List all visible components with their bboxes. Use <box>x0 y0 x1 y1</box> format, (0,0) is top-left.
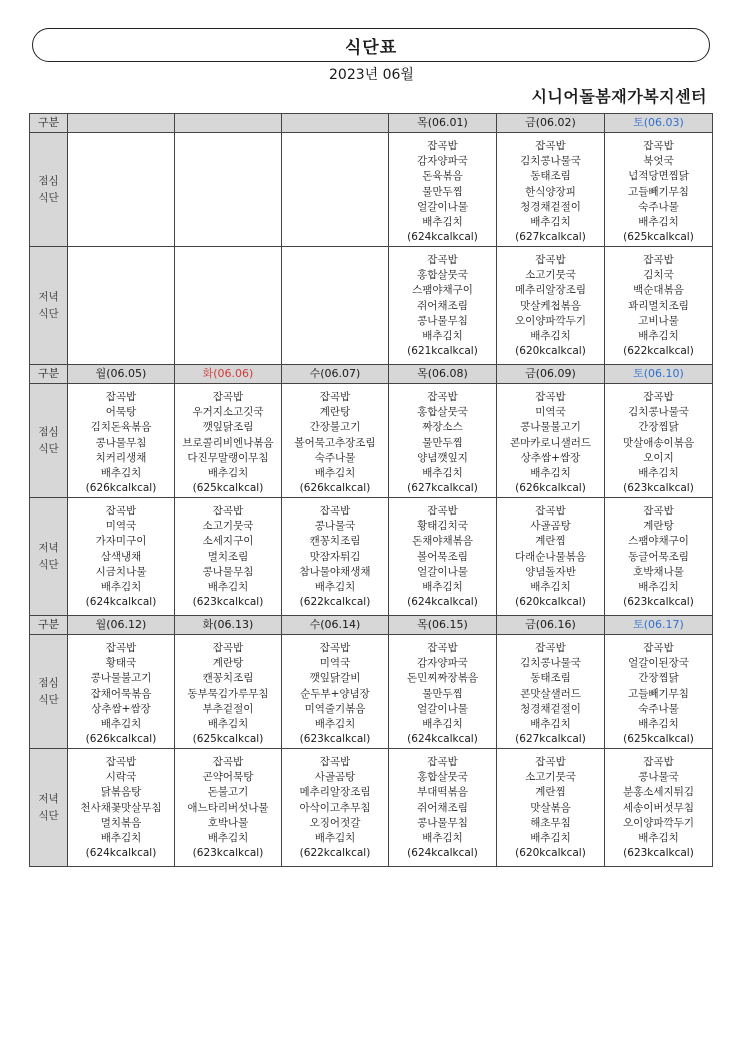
lunch-menu-cell <box>282 133 389 247</box>
menu-item: 잡곡밥 <box>319 505 351 517</box>
dinner-menu-cell <box>497 247 605 365</box>
menu-item: 맛살케첩볶음 <box>520 299 581 312</box>
date-cell: 수(06.14) <box>282 616 389 635</box>
menu-item: (624kcalkcal) <box>407 596 478 609</box>
menu-item: 콩나물불고기 <box>520 421 581 434</box>
menu-item: (626kcalkcal) <box>85 482 157 495</box>
menu-item: 스팸야채구이 <box>412 284 473 297</box>
menu-item: 잡곡밥 <box>643 140 674 152</box>
date-cell <box>175 114 282 133</box>
menu-item: (627kcalkcal) <box>407 482 478 495</box>
menu-item: 다래순나물볶음 <box>514 550 586 563</box>
menu-item: 잡곡밥 <box>427 642 458 654</box>
lunch-row <box>30 635 713 749</box>
menu-item: (622kcalkcal) <box>299 596 371 609</box>
dinner-menu-cell <box>497 749 605 867</box>
center-name: 시니어돌봄재가복지센터 <box>531 87 707 106</box>
menu-item: 어묵탕 <box>105 406 137 419</box>
menu-item: 부대떡볶음 <box>417 786 468 799</box>
menu-item: 잡곡밥 <box>427 254 458 266</box>
menu-item: 콩나물불고기 <box>90 672 152 685</box>
menu-item: 콩나물국 <box>638 771 679 784</box>
menu-item: 잡곡밥 <box>212 642 244 654</box>
menu-item: (623kcalkcal) <box>299 733 371 746</box>
menu-item: 배추김치 <box>207 581 249 594</box>
menu-item: 양념돌자반 <box>525 565 576 578</box>
menu-item: 시금치나물 <box>95 565 147 578</box>
menu-item: 물만두찜 <box>422 436 463 449</box>
lunch-menu-cell <box>497 384 605 498</box>
menu-item: 닭볶음탕 <box>100 786 142 799</box>
menu-item: 황태김치국 <box>417 520 468 533</box>
menu-item: 쥐어채조림 <box>417 299 468 312</box>
menu-item: 배추김치 <box>207 832 249 845</box>
menu-item: 배추김치 <box>530 467 571 480</box>
menu-item: 청경채겉절이 <box>520 702 581 715</box>
header-row <box>30 616 713 635</box>
date-cell: 토(06.03) <box>605 114 713 133</box>
menu-item: 쥐어채조림 <box>417 801 468 814</box>
menu-item: 호박채나물 <box>633 565 684 578</box>
menu-item: (623kcalkcal) <box>623 847 694 860</box>
menu-item: 잡곡밥 <box>535 642 566 654</box>
menu-item: 계란찜 <box>535 786 566 799</box>
menu-item: 양념깻잎지 <box>417 451 468 464</box>
header-label: 구분 <box>30 114 68 133</box>
menu-item: (623kcalkcal) <box>192 596 264 609</box>
menu-item: 배추김치 <box>530 832 571 845</box>
menu-item: 오징어젓갈 <box>309 816 361 829</box>
menu-item: 고비나물 <box>638 314 679 327</box>
menu-item: 얼갈이나물 <box>417 200 468 213</box>
menu-item: 배추김치 <box>314 581 356 594</box>
menu-item: 호박나물 <box>207 816 249 829</box>
menu-item: 미역국 <box>319 657 351 670</box>
dinner-menu-cell <box>389 498 497 616</box>
label-line: 식단 <box>38 558 59 571</box>
menu-item: 배추김치 <box>422 216 463 229</box>
dinner-row <box>30 247 713 365</box>
lunch-row <box>30 133 713 247</box>
menu-item: 잡곡밥 <box>212 756 244 768</box>
dinner-menu-cell <box>389 247 497 365</box>
menu-item: 오이양파깍두기 <box>622 816 694 829</box>
menu-item: (626kcalkcal) <box>299 482 371 495</box>
menu-item: 동부묵김가루무침 <box>187 687 269 700</box>
menu-item: 상추쌈+쌈장 <box>91 702 151 715</box>
menu-item: 잡곡밥 <box>427 391 458 403</box>
menu-item: 숙주나물 <box>314 451 356 464</box>
dinner-menu-cell <box>497 498 605 616</box>
menu-item: 김치콩나물국 <box>520 155 581 168</box>
menu-item: 깻잎닭갈비 <box>309 672 361 685</box>
label-line: 점심 <box>38 174 59 187</box>
menu-item: 콘마카로니샐러드 <box>509 436 592 449</box>
menu-item: (620kcalkcal) <box>515 847 586 860</box>
lunch-menu-cell <box>605 384 713 498</box>
menu-item: 김치콩나물국 <box>520 657 581 670</box>
menu-item: 잡곡밥 <box>643 642 674 654</box>
menu-item: 배추김치 <box>638 330 679 343</box>
menu-item: 잡곡밥 <box>535 505 566 517</box>
date-cell: 금(06.02) <box>497 114 605 133</box>
date-cell: 화(06.13) <box>175 616 282 635</box>
menu-item: 잡곡밥 <box>319 391 351 403</box>
dinner-menu-cell <box>605 247 713 365</box>
menu-item: 콩나물무침 <box>202 565 254 578</box>
menu-item: (621kcalkcal) <box>407 345 478 358</box>
menu-item: 소세지구이 <box>202 535 254 548</box>
menu-item: 콩나물국 <box>314 520 356 533</box>
menu-item: 스팸야채구이 <box>628 535 689 548</box>
menu-item: 감자양파국 <box>417 155 468 168</box>
menu-item: 김치국 <box>643 269 674 282</box>
dinner-menu-cell <box>175 749 282 867</box>
menu-item: 곤약어묵탕 <box>202 771 254 784</box>
menu-item: 숙주나물 <box>638 200 679 213</box>
date-cell <box>68 114 175 133</box>
lunch-row <box>30 384 713 498</box>
menu-item: 감자양파국 <box>417 657 468 670</box>
menu-item: 배추김치 <box>422 832 463 845</box>
menu-item: 돈채야채볶음 <box>412 535 473 548</box>
menu-item: 배추김치 <box>207 718 249 731</box>
lunch-menu-cell <box>68 635 175 749</box>
menu-item: (622kcalkcal) <box>623 345 694 358</box>
menu-item: 소고기뭇국 <box>525 269 576 282</box>
menu-item: 짜장소스 <box>422 421 463 434</box>
menu-item: 잡곡밥 <box>427 140 458 152</box>
menu-item: 홍합살뭇국 <box>417 406 468 419</box>
menu-item: 간장찜닭 <box>638 672 679 685</box>
lunch-label <box>30 384 68 498</box>
menu-item: 배추김치 <box>530 718 571 731</box>
menu-item: 우거지소고깃국 <box>192 406 264 419</box>
menu-item: (625kcalkcal) <box>192 733 264 746</box>
month-label: 2023년 06월 <box>329 67 414 83</box>
lunch-menu-cell <box>282 384 389 498</box>
menu-item: 간장불고기 <box>309 421 361 434</box>
lunch-menu-cell <box>605 133 713 247</box>
menu-item: 돈육볶음 <box>422 170 463 183</box>
menu-item: 미역국 <box>105 520 137 533</box>
menu-item: 삼색냉채 <box>100 550 142 563</box>
menu-item: 고들빼기무침 <box>628 185 689 198</box>
menu-item: 메추리알장조림 <box>299 786 371 799</box>
dinner-row <box>30 498 713 616</box>
lunch-menu-cell <box>68 384 175 498</box>
menu-item: 돈민찌짜장볶음 <box>406 672 478 685</box>
header-label: 구분 <box>30 616 68 635</box>
menu-item: 잡곡밥 <box>319 756 351 768</box>
menu-item: (626kcalkcal) <box>515 482 586 495</box>
label-line: 저녁 <box>38 541 59 554</box>
menu-item: 캔꽁치조림 <box>202 672 254 685</box>
menu-item: (624kcalkcal) <box>407 231 478 244</box>
menu-item: 잡곡밥 <box>535 391 566 403</box>
menu-item: 미역줄기볶음 <box>304 702 366 715</box>
menu-item: 배추김치 <box>100 467 142 480</box>
date-cell: 토(06.10) <box>605 365 713 384</box>
menu-item: 가자미구이 <box>95 535 147 548</box>
date-cell <box>282 114 389 133</box>
menu-item: 물만두찜 <box>422 185 463 198</box>
lunch-menu-cell <box>389 635 497 749</box>
menu-item: 잡곡밥 <box>643 505 674 517</box>
menu-item: 해초무침 <box>530 816 571 829</box>
menu-item: 배추김치 <box>207 467 249 480</box>
label-line: 식단 <box>38 442 59 455</box>
date-cell: 목(06.15) <box>389 616 497 635</box>
menu-item: 치커리생채 <box>95 451 147 464</box>
lunch-menu-cell <box>282 635 389 749</box>
menu-item: 잡곡밥 <box>427 756 458 768</box>
menu-item: 동태조림 <box>530 672 571 685</box>
menu-item: 간장찜닭 <box>638 421 679 434</box>
lunch-menu-cell <box>175 635 282 749</box>
menu-item: (623kcalkcal) <box>192 847 264 860</box>
menu-item: 백순대볶음 <box>633 284 684 297</box>
date-cell: 목(06.08) <box>389 365 497 384</box>
dinner-label <box>30 498 68 616</box>
dinner-menu-cell <box>68 247 175 365</box>
menu-item: 얼갈이나물 <box>417 565 468 578</box>
header-row <box>30 114 713 133</box>
menu-item: 사골곰탕 <box>314 771 356 784</box>
dinner-menu-cell <box>282 749 389 867</box>
menu-item: 볼어묵조림 <box>417 550 468 563</box>
menu-item: 넙적당면찜닭 <box>628 170 689 183</box>
menu-item: 배추김치 <box>638 467 679 480</box>
label-line: 점심 <box>38 425 59 438</box>
menu-item: 돈불고기 <box>207 786 249 799</box>
menu-item: 배추김치 <box>422 330 463 343</box>
menu-item: 배추김치 <box>100 832 142 845</box>
lunch-menu-cell <box>605 635 713 749</box>
menu-item: 멸치볶음 <box>100 816 142 829</box>
lunch-menu-cell <box>497 133 605 247</box>
menu-item: 잡곡밥 <box>212 505 244 517</box>
menu-item: 콩나물무침 <box>417 314 468 327</box>
menu-item: 콩나물무침 <box>417 816 468 829</box>
dinner-menu-cell <box>175 247 282 365</box>
menu-item: 얼갈이된장국 <box>628 657 689 670</box>
menu-item: 분홍소세지튀김 <box>622 786 694 799</box>
lunch-label <box>30 133 68 247</box>
menu-item: 홍합살뭇국 <box>417 771 468 784</box>
menu-item: (620kcalkcal) <box>515 596 586 609</box>
menu-item: 배추김치 <box>422 718 463 731</box>
menu-item: 오이양파깍두기 <box>514 314 586 327</box>
menu-item: 배추김치 <box>530 216 571 229</box>
menu-item: 볼어묵고추장조림 <box>294 436 376 449</box>
menu-item: 잡곡밥 <box>535 756 566 768</box>
menu-item: 시락국 <box>105 771 137 784</box>
label-line: 식단 <box>38 307 59 320</box>
date-cell: 월(06.12) <box>68 616 175 635</box>
menu-item: 맛잠자튀김 <box>309 550 361 563</box>
page-title: 식단표 <box>32 28 710 62</box>
dinner-menu-cell <box>605 498 713 616</box>
date-cell: 토(06.17) <box>605 616 713 635</box>
label-line: 식단 <box>38 693 59 706</box>
menu-item: 북엇국 <box>643 155 674 168</box>
menu-item: 잡곡밥 <box>105 756 137 768</box>
menu-item: 부추겉절이 <box>202 702 254 715</box>
menu-item: 맛살애송이볶음 <box>622 436 694 449</box>
menu-item: 잡곡밥 <box>535 254 566 266</box>
header-label: 구분 <box>30 365 68 384</box>
dinner-menu-cell <box>282 247 389 365</box>
menu-item: 물만두찜 <box>422 687 463 700</box>
menu-item: (625kcalkcal) <box>192 482 264 495</box>
menu-item: 멸치조림 <box>207 550 249 563</box>
lunch-menu-cell <box>389 133 497 247</box>
menu-item: 꽈리멸치조림 <box>628 299 689 312</box>
menu-item: (625kcalkcal) <box>623 231 694 244</box>
menu-item: 잡곡밥 <box>105 391 137 403</box>
menu-item: (620kcalkcal) <box>515 345 586 358</box>
menu-item: (624kcalkcal) <box>407 847 478 860</box>
menu-item: 배추김치 <box>422 467 463 480</box>
menu-item: (622kcalkcal) <box>299 847 371 860</box>
menu-item: (624kcalkcal) <box>407 733 478 746</box>
menu-item: (625kcalkcal) <box>623 733 694 746</box>
menu-item: (623kcalkcal) <box>623 482 694 495</box>
menu-item: 얼갈이나물 <box>417 702 468 715</box>
menu-item: 참나물야채생채 <box>299 565 371 578</box>
lunch-menu-cell <box>497 635 605 749</box>
date-cell: 화(06.06) <box>175 365 282 384</box>
menu-item: 콘맛살샐러드 <box>520 687 581 700</box>
menu-item: 잡곡밥 <box>319 642 351 654</box>
menu-item: 콩나물무침 <box>95 436 147 449</box>
menu-item: 잡채어묵볶음 <box>90 687 152 700</box>
label-line: 식단 <box>38 809 59 822</box>
date-cell: 금(06.16) <box>497 616 605 635</box>
menu-item: 천사채꽃맛살무침 <box>80 801 162 814</box>
menu-item: 계란찜 <box>535 535 566 548</box>
menu-item: 상추쌈+쌈장 <box>520 451 581 464</box>
menu-item: 숙주나물 <box>638 702 679 715</box>
dinner-menu-cell <box>282 498 389 616</box>
menu-item: 아삭이고추무침 <box>299 801 371 814</box>
menu-item: 사골곰탕 <box>530 520 571 533</box>
label-line: 저녁 <box>38 290 59 303</box>
menu-item: 잡곡밥 <box>643 756 674 768</box>
dinner-menu-cell <box>68 498 175 616</box>
menu-item: 깻잎닭조림 <box>202 421 254 434</box>
lunch-menu-cell <box>175 384 282 498</box>
menu-item: 고들빼기무침 <box>628 687 689 700</box>
menu-item: 한식양장피 <box>525 185 576 198</box>
dinner-menu-cell <box>389 749 497 867</box>
menu-item: 배추김치 <box>638 718 679 731</box>
menu-item: 잡곡밥 <box>535 140 566 152</box>
menu-item: 동태조림 <box>530 170 571 183</box>
menu-item: 잡곡밥 <box>212 391 244 403</box>
menu-item: (627kcalkcal) <box>515 733 586 746</box>
menu-item: 배추김치 <box>638 216 679 229</box>
dinner-label <box>30 247 68 365</box>
menu-item: 계란탕 <box>319 406 351 419</box>
menu-item: 배추김치 <box>638 581 679 594</box>
menu-item: 배추김치 <box>100 718 142 731</box>
menu-item: 배추김치 <box>638 832 679 845</box>
menu-item: 배추김치 <box>314 467 356 480</box>
menu-item: 맛살볶음 <box>530 801 571 814</box>
dinner-menu-cell <box>68 749 175 867</box>
label-line: 점심 <box>38 676 59 689</box>
date-cell: 금(06.09) <box>497 365 605 384</box>
menu-item: 배추김치 <box>422 581 463 594</box>
menu-item: (627kcalkcal) <box>515 231 586 244</box>
menu-item: 오이지 <box>643 451 674 464</box>
lunch-menu-cell <box>68 133 175 247</box>
menu-item: (624kcalkcal) <box>85 847 157 860</box>
menu-item: (623kcalkcal) <box>623 596 694 609</box>
date-cell: 목(06.01) <box>389 114 497 133</box>
menu-item: 계란탕 <box>212 657 244 670</box>
dinner-row <box>30 749 713 867</box>
menu-item: 소고기뭇국 <box>202 520 254 533</box>
meal-table <box>29 113 713 867</box>
menu-item: 잡곡밥 <box>427 505 458 517</box>
lunch-label <box>30 635 68 749</box>
menu-item: 청경채겉절이 <box>520 200 581 213</box>
menu-item: 배추김치 <box>314 832 356 845</box>
menu-item: 메추리알장조림 <box>514 284 586 297</box>
menu-item: 잡곡밥 <box>105 642 137 654</box>
menu-item: 잡곡밥 <box>643 391 674 403</box>
menu-item: 배추김치 <box>314 718 356 731</box>
menu-item: 미역국 <box>535 406 566 419</box>
menu-item: 동글어묵조림 <box>628 550 689 563</box>
lunch-menu-cell <box>389 384 497 498</box>
dinner-menu-cell <box>605 749 713 867</box>
menu-item: 잡곡밥 <box>643 254 674 266</box>
menu-item: 배추김치 <box>100 581 142 594</box>
dinner-label <box>30 749 68 867</box>
menu-item: 배추김치 <box>530 330 571 343</box>
menu-item: 잡곡밥 <box>105 505 137 517</box>
menu-item: 세송이버섯무침 <box>622 801 694 814</box>
menu-item: 배추김치 <box>530 581 571 594</box>
dinner-menu-cell <box>175 498 282 616</box>
menu-item: 다진무말랭이무침 <box>187 451 269 464</box>
menu-item: 캔꽁치조림 <box>309 535 361 548</box>
lunch-menu-cell <box>175 133 282 247</box>
label-line: 식단 <box>38 191 59 204</box>
menu-item: 애느타리버섯나물 <box>187 801 269 814</box>
date-cell: 수(06.07) <box>282 365 389 384</box>
menu-item: 계란탕 <box>643 520 674 533</box>
menu-item: 김치콩나물국 <box>628 406 689 419</box>
menu-item: (624kcalkcal) <box>85 596 157 609</box>
date-cell: 월(06.05) <box>68 365 175 384</box>
menu-item: 홍합살뭇국 <box>417 269 468 282</box>
menu-item: 소고기뭇국 <box>525 771 576 784</box>
menu-item: 브로콜리비엔나볶음 <box>182 436 274 449</box>
label-line: 저녁 <box>38 792 59 805</box>
menu-item: (626kcalkcal) <box>85 733 157 746</box>
menu-item: 김치돈육볶음 <box>90 421 152 434</box>
menu-item: 황태국 <box>105 657 137 670</box>
menu-item: 순두부+양념장 <box>300 687 370 700</box>
header-row <box>30 365 713 384</box>
